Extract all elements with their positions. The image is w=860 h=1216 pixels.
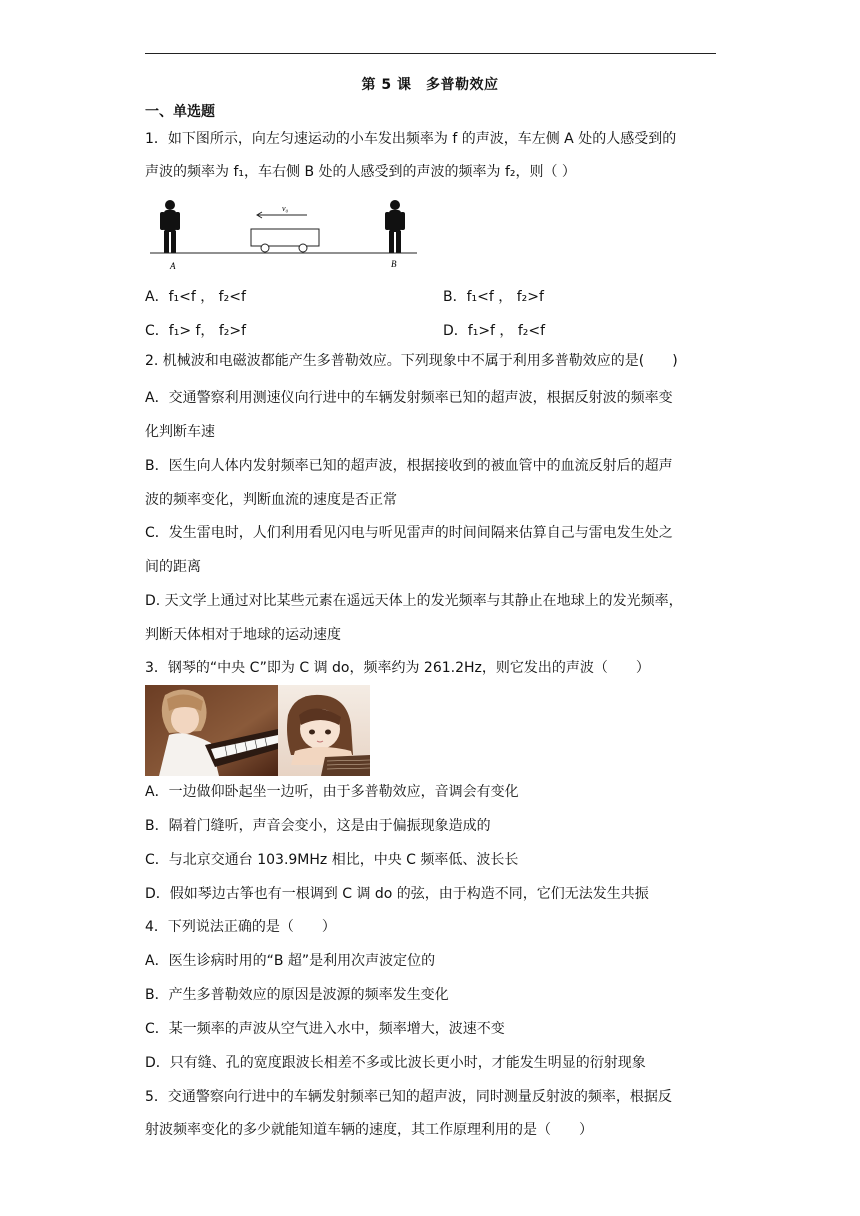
person-b-silhouette bbox=[385, 200, 405, 253]
page-title: 第 5 课 多普勒效应 bbox=[361, 77, 499, 93]
q1-option-d[interactable]: D．f₁>f ， f₂<f bbox=[443, 323, 546, 339]
header-rule bbox=[145, 53, 716, 54]
q2-stem: 2. 机械波和电磁波都能产生多普勒效应。下列现象中不属于利用多普勒效应的是( ) bbox=[145, 353, 678, 369]
q5-stem-line2: 射波频率变化的多少就能知道车辆的速度，其工作原理利用的是（ ） bbox=[145, 1122, 593, 1138]
cart bbox=[251, 229, 319, 252]
q1-stem-line2: 声波的频率为 f₁，车右侧 B 处的人感受到的声波的频率为 f₂，则（ ） bbox=[145, 164, 576, 180]
person-a-silhouette bbox=[160, 200, 180, 253]
q1-figure-cart-diagram bbox=[145, 197, 420, 273]
q4-stem: 4．下列说法正确的是（ ） bbox=[145, 919, 336, 935]
q2-option-a-line1[interactable]: A．交通警察利用测速仪向行进中的车辆发射频率已知的超声波，根据反射波的频率变 bbox=[145, 390, 673, 406]
q2-option-b-line2[interactable]: 波的频率变化，判断血流的速度是否正常 bbox=[145, 492, 397, 508]
label-b: B bbox=[391, 259, 397, 269]
q2-option-c-line1[interactable]: C．发生雷电时，人们利用看见闪电与听见雷声的时间间隔来估算自己与雷电发生处之 bbox=[145, 525, 673, 541]
q3-option-c[interactable]: C．与北京交通台 103.9MHz 相比，中央 C 频率低、波长长 bbox=[145, 852, 519, 868]
q3-option-b[interactable]: B．隔着门缝听，声音会变小，这是由于偏振现象造成的 bbox=[145, 818, 491, 834]
q1-option-b[interactable]: B．f₁<f ， f₂>f bbox=[443, 289, 544, 305]
q2-option-d-line2[interactable]: 判断天体相对于地球的运动速度 bbox=[145, 627, 341, 643]
q2-option-d-line1[interactable]: D. 天文学上通过对比某些元素在遥远天体上的发光频率与其静止在地球上的发光频率， bbox=[145, 593, 683, 609]
velocity-label: v₀ bbox=[282, 204, 289, 213]
q5-stem-line1: 5．交通警察向行进中的车辆发射频率已知的超声波，同时测量反射波的频率，根据反 bbox=[145, 1089, 672, 1105]
q1-option-a[interactable]: A．f₁<f ， f₂<f bbox=[145, 289, 246, 305]
section-heading: 一、单选题 bbox=[145, 104, 215, 120]
q2-option-c-line2[interactable]: 间的距离 bbox=[145, 559, 201, 575]
q2-option-b-line1[interactable]: B．医生向人体内发射频率已知的超声波，根据接收到的被血管中的血流反射后的超声 bbox=[145, 458, 673, 474]
q3-piano-girls-image bbox=[145, 685, 370, 776]
q4-option-d[interactable]: D．只有缝、孔的宽度跟波长相差不多或比波长更小时，才能发生明显的衍射现象 bbox=[145, 1055, 646, 1071]
q1-option-c[interactable]: C．f₁> f， f₂>f bbox=[145, 323, 247, 339]
q3-stem: 3．钢琴的“中央 C”即为 C 调 do，频率约为 261.2Hz，则它发出的声波（ ） bbox=[145, 660, 650, 676]
label-a: A bbox=[170, 261, 176, 271]
q3-option-d[interactable]: D．假如琴边古筝也有一根调到 C 调 do 的弦，由于构造不同，它们无法发生共振 bbox=[145, 886, 649, 902]
q4-option-a[interactable]: A．医生诊病时用的“B 超”是利用次声波定位的 bbox=[145, 953, 436, 969]
q4-option-c[interactable]: C．某一频率的声波从空气进入水中，频率增大，波速不变 bbox=[145, 1021, 505, 1037]
q2-option-a-line2[interactable]: 化判断车速 bbox=[145, 424, 215, 440]
q4-option-b[interactable]: B．产生多普勒效应的原因是波源的频率发生变化 bbox=[145, 987, 449, 1003]
q1-stem-line1: 1．如下图所示，向左匀速运动的小车发出频率为 f 的声波，车左侧 A 处的人感受到的 bbox=[145, 131, 677, 147]
q3-option-a[interactable]: A．一边做仰卧起坐一边听，由于多普勒效应，音调会有变化 bbox=[145, 784, 519, 800]
